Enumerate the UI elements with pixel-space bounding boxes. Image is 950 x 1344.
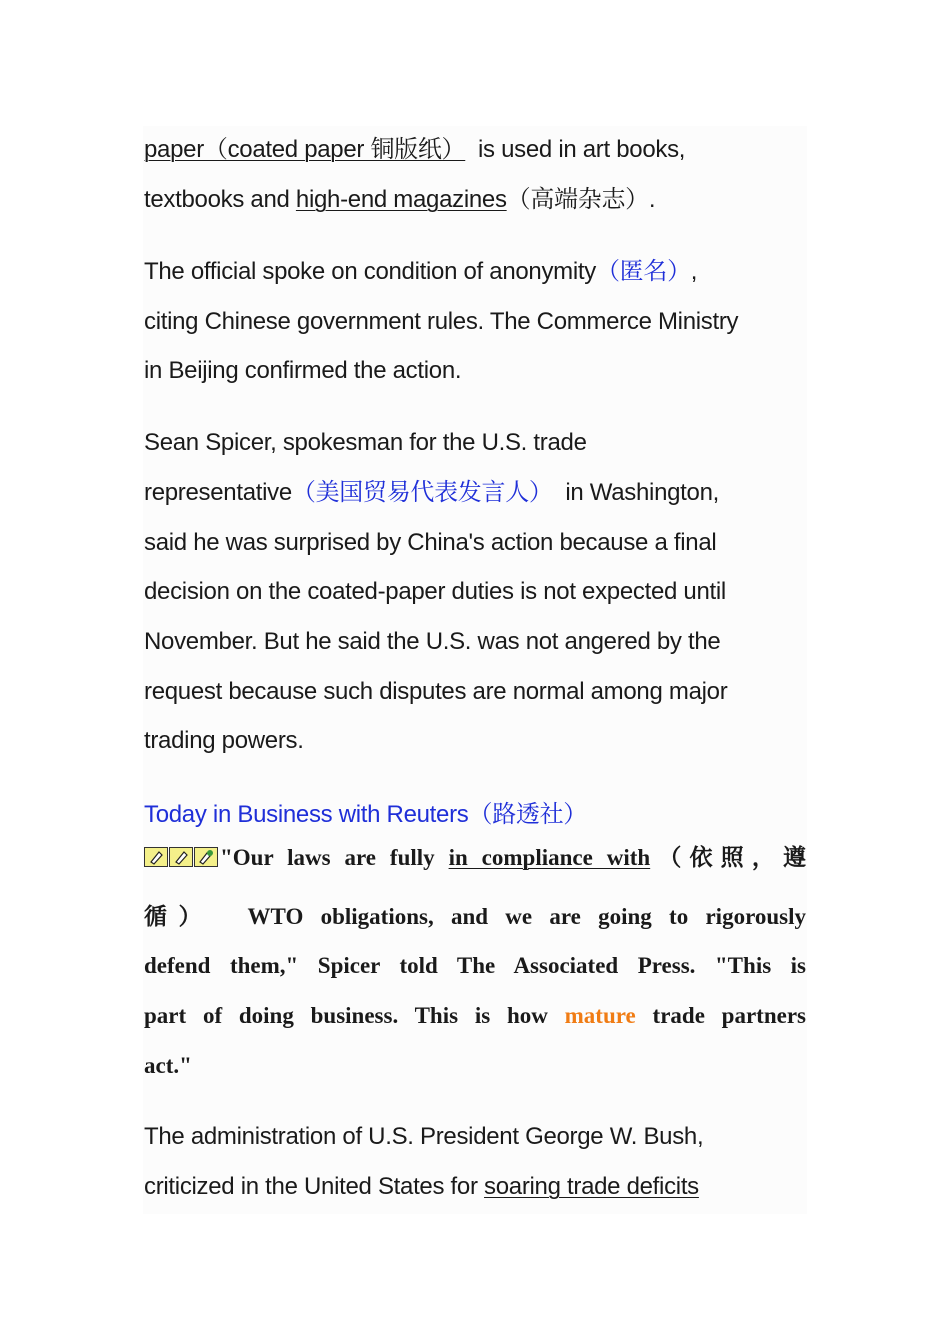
mature-term: mature	[564, 1003, 636, 1028]
paragraph-line: "Our laws are fully in compliance with（依照，遵	[144, 843, 806, 873]
paragraph-line: citing Chinese government rules. The Commerce Ministry	[144, 308, 739, 335]
paragraph-line: trading powers.	[144, 727, 304, 754]
paragraph-line: said he was surprised by China's action because a final	[144, 529, 717, 556]
paragraph-line: request because such disputes are normal among major	[144, 678, 728, 705]
paragraph-line: criticized in the United States for soaring trade deficits	[144, 1173, 699, 1200]
paragraph-line: The official spoke on condition of anonymity（匿名）,	[144, 258, 698, 285]
in-compliance-with-term: in compliance with	[448, 845, 651, 870]
section-heading-text: Today in Business with Reuters（路透社）	[144, 801, 587, 828]
trade-representative-gloss: （美国贸易代表发言人）	[291, 479, 553, 506]
inline-icons	[144, 847, 218, 867]
paragraph-line: in Beijing confirmed the action.	[144, 357, 462, 384]
high-end-magazines-term: high-end magazines	[295, 186, 507, 213]
paragraph-line: representative（美国贸易代表发言人） in Washington,	[144, 479, 719, 506]
soaring-trade-deficits-term: soaring trade deficits	[484, 1173, 699, 1200]
paragraph-line: paper（coated paper 铜版纸） is used in art books,	[144, 136, 686, 163]
paragraph-line: 循） WTO obligations, and we are going to rigorously	[144, 904, 806, 929]
paragraph-line: Sean Spicer, spokesman for the U.S. trade	[144, 429, 587, 456]
anonymity-gloss: （匿名）	[595, 258, 691, 285]
coated-paper-term: paper（coated paper 铜版纸）	[144, 136, 466, 163]
paragraph-line: The administration of U.S. President George W. Bush,	[144, 1123, 704, 1150]
pencil-icon-strip	[144, 847, 218, 867]
paragraph-line: textbooks and high-end magazines（高端杂志）.	[144, 186, 656, 213]
paragraph-line: November. But he said the U.S. was not angered by the	[144, 628, 721, 655]
paragraph-line: defend them," Spicer told The Associated Press. "This is	[144, 953, 806, 978]
paragraph-line: decision on the coated-paper duties is not expected until	[144, 578, 726, 605]
paragraph-line: act."	[144, 1053, 192, 1078]
paragraph-line: part of doing business. This is how mature trade partners	[144, 1003, 806, 1028]
